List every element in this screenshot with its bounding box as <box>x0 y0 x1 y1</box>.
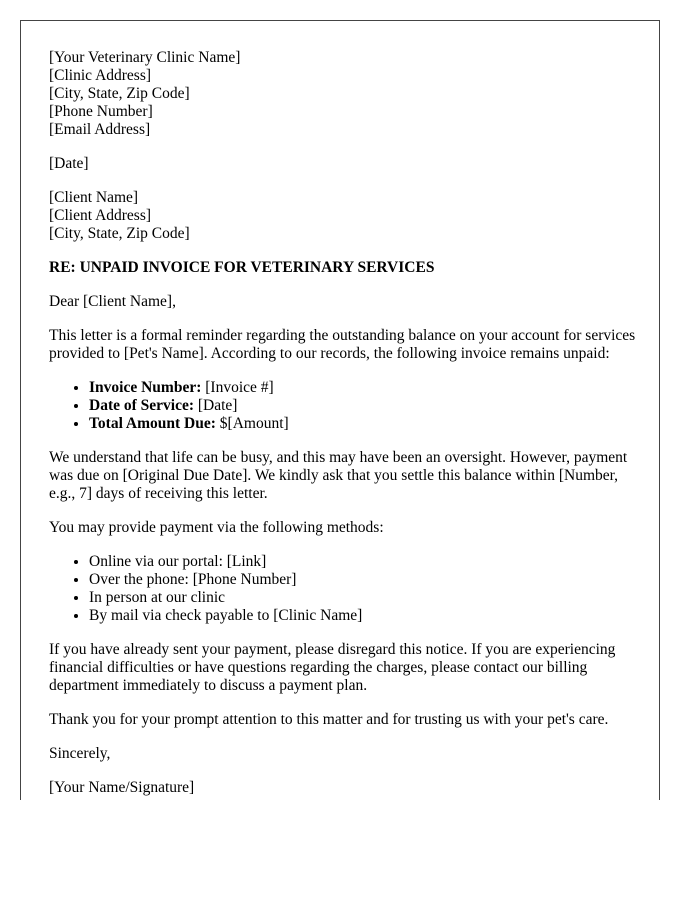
invoice-number-label: Invoice Number: <box>89 379 202 396</box>
payment-method-item: • Over the phone: [Phone Number] <box>89 571 639 589</box>
recipient-address: [Client Address] <box>49 207 152 224</box>
payment-method-item: • By mail via check payable to [Clinic Name] <box>89 607 639 625</box>
letter-page <box>20 20 660 800</box>
letter-date: [Date] <box>49 155 89 172</box>
invoice-detail-item <box>89 379 639 397</box>
recipient-block <box>49 189 639 243</box>
closing: Sincerely, <box>49 745 111 762</box>
sender-block <box>49 49 639 139</box>
payment-methods-list <box>49 553 639 625</box>
sender-address: [Clinic Address] <box>49 67 152 84</box>
invoice-detail-item <box>89 415 639 433</box>
sender-phone: [Phone Number] <box>49 103 153 120</box>
date-of-service-label: Date of Service: <box>89 397 195 414</box>
payment-method-item: • In person at our clinic <box>89 589 639 607</box>
payment-method-item: • Online via our portal: [Link] <box>89 553 639 571</box>
subject-line: RE: UNPAID INVOICE FOR VETERINARY SERVICES <box>49 259 435 276</box>
recipient-city-state-zip: [City, State, Zip Code] <box>49 225 190 242</box>
invoice-number-value: [Invoice #] <box>201 379 274 396</box>
total-amount-label: Total Amount Due: <box>89 415 216 432</box>
thanks-paragraph: Thank you for your prompt attention to this matter and for trusting us with your pet's care. <box>49 711 609 728</box>
disregard-paragraph: If you have already sent your payment, please disregard this notice. If you are experiencing financial difficulties or have questions regarding the charges, please contact our billing department immediately to discuss a payment plan. <box>49 641 616 694</box>
due-paragraph: We understand that life can be busy, and this may have been an oversight. However, payment was due on [Original Due Date]. We kindly ask that you settle this balance within [Number, e.g., 7] days of receiving this letter. <box>49 449 628 502</box>
sender-clinic-name: [Your Veterinary Clinic Name] <box>49 49 241 66</box>
date-of-service-value: [Date] <box>194 397 238 414</box>
salutation: Dear [Client Name], <box>49 293 176 310</box>
signature: [Your Name/Signature] <box>49 779 195 796</box>
letter-content <box>49 49 639 800</box>
sender-email: [Email Address] <box>49 121 151 138</box>
invoice-details-list <box>49 379 639 433</box>
total-amount-value: $[Amount] <box>215 415 289 432</box>
intro-paragraph: This letter is a formal reminder regarding the outstanding balance on your account for services provided to [Pet's Name]. According to our records, the following invoice remains unpaid: <box>49 327 636 362</box>
sender-city-state-zip: [City, State, Zip Code] <box>49 85 190 102</box>
invoice-detail-item <box>89 397 639 415</box>
recipient-name: [Client Name] <box>49 189 139 206</box>
payment-intro: You may provide payment via the following methods: <box>49 519 384 536</box>
